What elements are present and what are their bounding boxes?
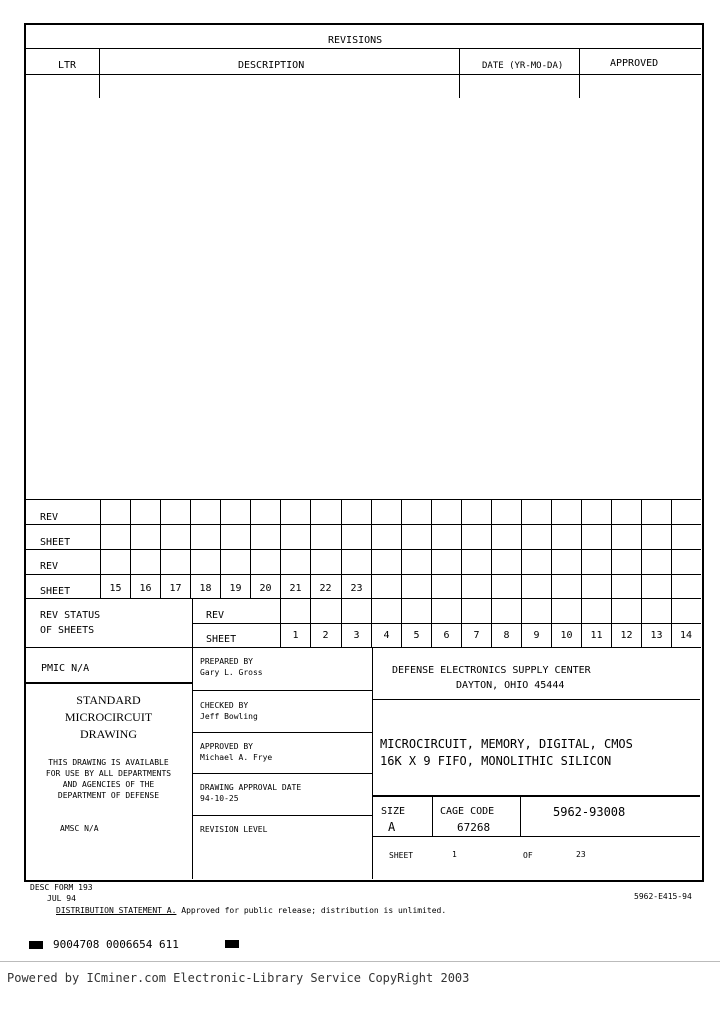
pmic-label: PMIC N/A [41, 663, 90, 674]
cage-code-label: CAGE CODE [440, 806, 495, 817]
agency-address: DAYTON, OHIO 45444 [456, 680, 565, 691]
drawing-number: 5962-93008 [553, 805, 626, 819]
date-column-header [482, 61, 563, 71]
approved-by-label: APPROVED BY [200, 742, 253, 751]
distribution-statement-label: DISTRIBUTION STATEMENT A. [56, 906, 177, 915]
barcode-mark-left [29, 941, 43, 949]
checked-by-label: CHECKED BY [200, 701, 249, 710]
date-column-label: DATE (YR-MO-DA) [482, 61, 564, 71]
checked-by-name: Jeff Bowling [200, 712, 258, 721]
standard-title-line1: STANDARD [76, 693, 141, 707]
sheet-number-cell: 21 [289, 583, 302, 594]
document-code: 5962-E415-94 [634, 892, 692, 901]
sheet-number-cell: 4 [383, 630, 390, 641]
rev-row-label: REV [40, 561, 59, 572]
status-sheet-label: SHEET [206, 634, 237, 645]
availability-line4: DEPARTMENT OF DEFENSE [57, 791, 160, 800]
ltr-column-header: LTR [58, 60, 77, 71]
revision-level-label: REVISION LEVEL [200, 825, 268, 834]
powered-by-footer: Powered by ICminer.com Electronic-Library Service CopyRight 2003 [7, 971, 470, 985]
size-label: SIZE [381, 806, 406, 817]
sheet-number-cell: 13 [650, 630, 663, 641]
of-label: OF [523, 851, 533, 860]
approval-date-label: DRAWING APPROVAL DATE [200, 783, 302, 792]
sheet-number-cell: 19 [229, 583, 242, 594]
sheet-number-cell: 10 [560, 630, 573, 641]
sheet-number-cell: 12 [620, 630, 633, 641]
sheet-value: 1 [452, 850, 457, 859]
prepared-by-name: Gary L. Gross [200, 668, 263, 677]
availability-line1: THIS DRAWING IS AVAILABLE [48, 758, 169, 767]
distribution-statement [56, 907, 446, 915]
sheet-number-cell: 14 [679, 630, 693, 641]
approval-date-value: 94-10-25 [200, 794, 239, 803]
sheet-number-cell: 2 [322, 630, 329, 641]
sheet-number-cell: 23 [350, 583, 363, 594]
availability-line3: AND AGENCIES OF THE [62, 780, 155, 789]
sheet-number-cell: 16 [139, 583, 152, 594]
sheet-number-cell: 18 [199, 583, 212, 594]
prepared-by-label: PREPARED BY [200, 657, 253, 666]
sheet-number-cell: 20 [259, 583, 272, 594]
status-rev-label: REV [206, 610, 225, 621]
cage-code-value: 67268 [457, 821, 491, 834]
amsc-label: AMSC N/A [60, 824, 99, 833]
rev-status-label: REV STATUS [40, 610, 101, 621]
size-value: A [388, 820, 396, 834]
standard-title-line3: DRAWING [79, 727, 138, 741]
sheet-number-cell: 17 [169, 583, 182, 594]
sheet-row-label: SHEET [40, 586, 71, 597]
revisions-title: REVISIONS [328, 35, 383, 46]
sheet-number-cell: 6 [443, 630, 450, 641]
availability-line2: FOR USE BY ALL DEPARTMENTS [45, 769, 172, 778]
standard-title-line2: MICROCIRCUIT [64, 710, 153, 724]
drawing-title-line2: 16K X 9 FIFO, MONOLITHIC SILICON [380, 754, 612, 768]
rev-row-label: REV [40, 512, 59, 523]
sheet-number-cell: 5 [413, 630, 420, 641]
sheet-number-cell: 3 [353, 630, 360, 641]
form-date: JUL 94 [47, 894, 76, 903]
barcode-mark-right [225, 940, 239, 948]
sheet-number-cell: 1 [292, 630, 299, 641]
sheet-number-cell: 8 [503, 630, 510, 641]
approved-by-name: Michael A. Frye [200, 753, 273, 762]
sheet-label: SHEET [389, 851, 414, 860]
description-column-header: DESCRIPTION [238, 60, 305, 71]
drawing-title-line1: MICROCIRCUIT, MEMORY, DIGITAL, CMOS [380, 737, 633, 751]
barcode-number: 9004708 0006654 611 [53, 938, 179, 951]
form-number: DESC FORM 193 [30, 883, 93, 892]
sheet-number-cell: 7 [473, 630, 480, 641]
distribution-statement-text: Approved for public release; distribution is unlimited. [181, 906, 447, 915]
agency-name: DEFENSE ELECTRONICS SUPPLY CENTER [392, 665, 591, 676]
sheet-number-cell: 22 [319, 583, 332, 594]
of-value: 23 [576, 850, 586, 859]
of-sheets-label: OF SHEETS [40, 625, 95, 636]
sheet-row-label: SHEET [40, 537, 71, 548]
approved-column-header: APPROVED [610, 58, 659, 69]
sheet-number-cell: 11 [590, 630, 603, 641]
sheet-number-cell: 15 [109, 583, 122, 594]
sheet-number-cell: 9 [533, 630, 540, 641]
